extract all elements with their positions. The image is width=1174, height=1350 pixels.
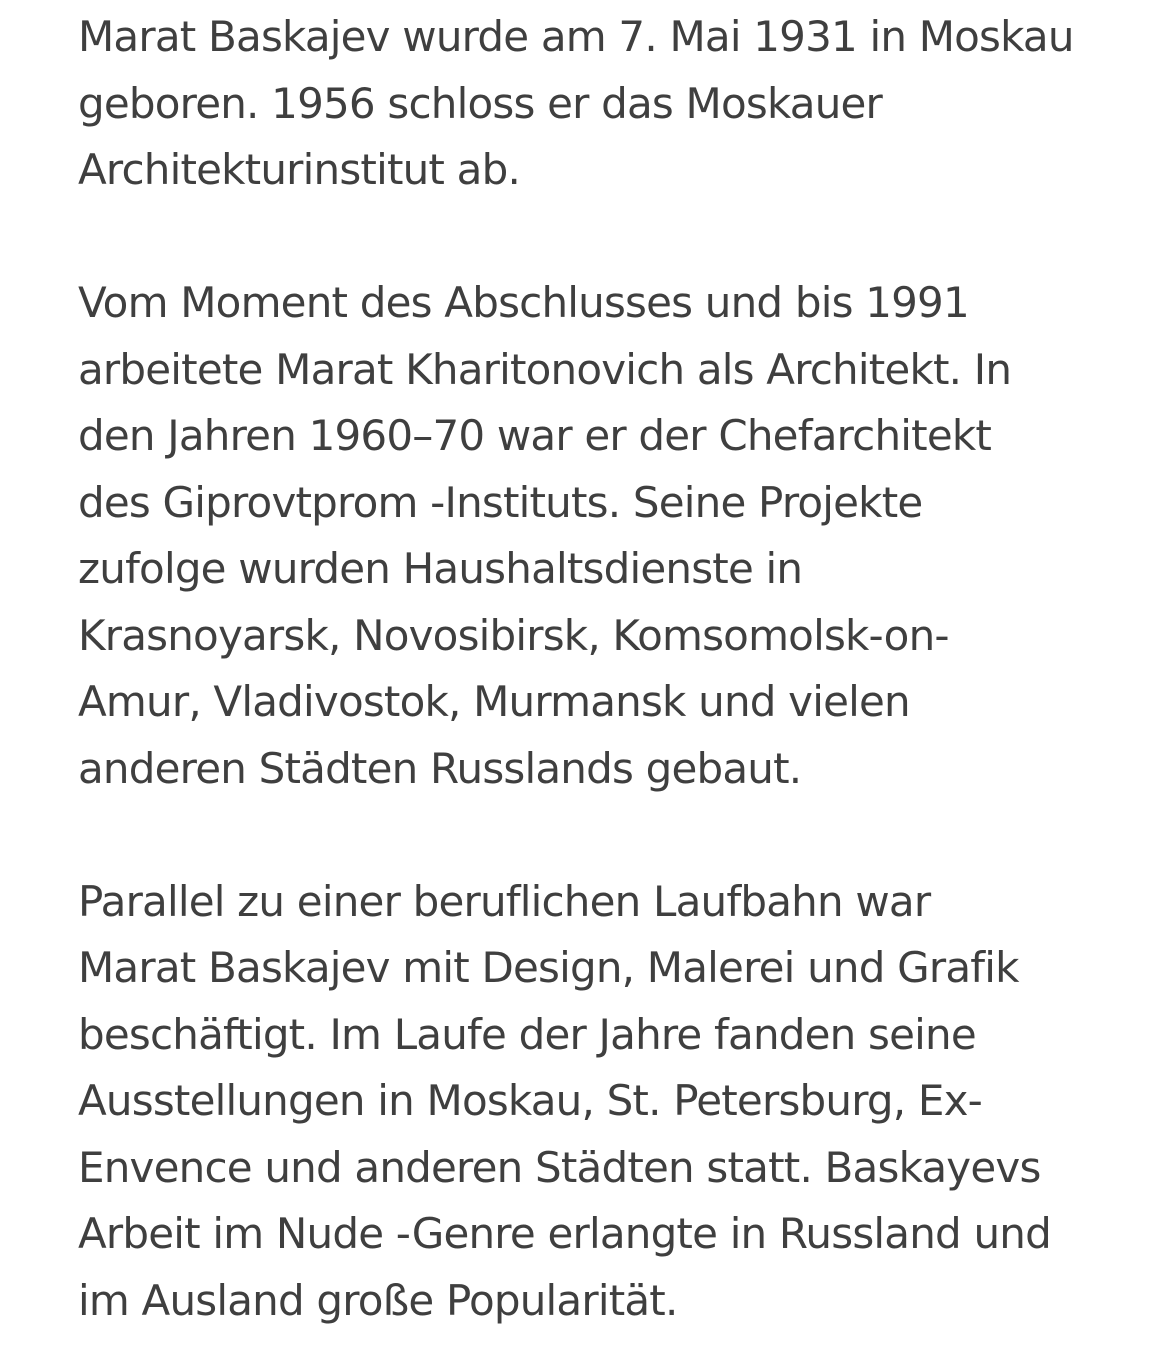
- paragraph-3-line-1: Parallel zu einer beruflichen Laufbahn war: [78, 876, 931, 926]
- paragraph-3-line-3: beschäftigt. Im Laufe der Jahre fanden seine: [78, 1009, 976, 1059]
- paragraph-3-line-4: Ausstellungen in Moskau, St. Petersburg, Ex-: [78, 1076, 983, 1125]
- biography-text: [78, 4, 1148, 1350]
- paragraph-3-line-6: Arbeit im Nude -Genre erlangte in Russland und: [78, 1209, 1051, 1258]
- paragraph-3-line-7: im Ausland große Popularität.: [78, 1275, 678, 1325]
- paragraph-3-line-5: Envence und anderen Städten statt. Baskayevs: [78, 1142, 1041, 1192]
- paragraph-2-line-5: zufolge wurden Haushaltsdienste in: [78, 544, 803, 593]
- paragraph-1-line-2: geboren. 1956 schloss er das Moskauer: [78, 78, 883, 128]
- paragraph-architect-career: [78, 270, 1148, 802]
- paragraph-2-line-1: Vom Moment des Abschlusses und bis 1991: [78, 278, 969, 327]
- paragraph-2-line-6: Krasnoyarsk, Novosibirsk, Komsomolsk-on-: [78, 610, 949, 660]
- paragraph-2-line-3: den Jahren 1960–70 war er der Chefarchitekt: [78, 411, 992, 460]
- paragraph-3-line-2: Marat Baskajev mit Design, Malerei und Grafik: [78, 943, 1019, 992]
- paragraph-1-line-1: Marat Baskajev wurde am 7. Mai 1931 in Moskau: [78, 12, 1074, 61]
- paragraph-2-line-2: arbeitete Marat Kharitonovich als Architekt. In: [78, 344, 1012, 394]
- paragraph-2-line-7: Amur, Vladivostok, Murmansk und vielen: [78, 677, 910, 726]
- paragraph-2-line-4: des Giprovtprom -Instituts. Seine Projekte: [78, 477, 923, 527]
- paragraph-art-career: [78, 869, 1148, 1335]
- paragraph-2-line-8: anderen Städten Russlands gebaut.: [78, 743, 802, 793]
- paragraph-1-line-3: Architekturinstitut ab.: [78, 145, 521, 194]
- paragraph-birth-education: [78, 4, 1148, 204]
